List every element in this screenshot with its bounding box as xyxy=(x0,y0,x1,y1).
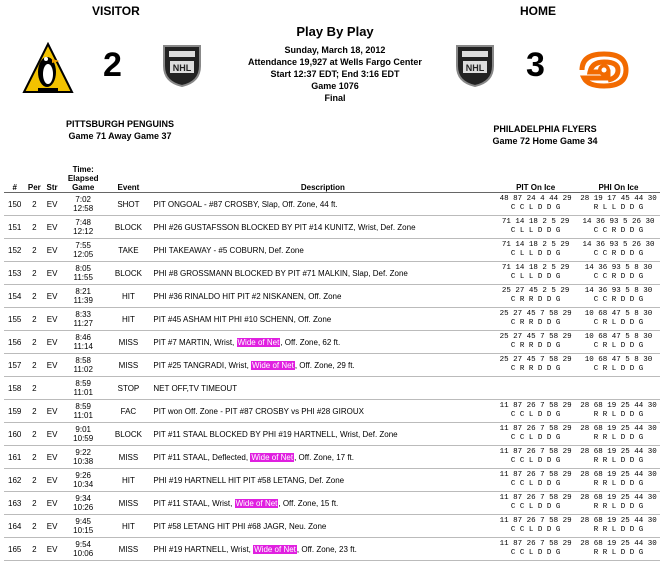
cell-num: 159 xyxy=(4,400,25,423)
cell-time xyxy=(61,515,106,538)
home-ice-positions: C C R D D G xyxy=(593,250,644,258)
cell-home-ice xyxy=(577,239,660,262)
cell-str: EV xyxy=(43,515,61,538)
visitor-score: 2 xyxy=(103,46,122,84)
table-row xyxy=(4,262,660,285)
home-ice-positions: R R L D D G xyxy=(593,411,644,419)
time-game: 10:26 xyxy=(73,503,94,512)
col-num: # xyxy=(4,158,25,193)
home-ice-numbers: 14 36 93 5 8 30 xyxy=(584,287,653,295)
home-ice-numbers: 28 68 19 25 44 30 xyxy=(580,494,657,502)
cell-str xyxy=(43,377,61,400)
cell-time xyxy=(61,377,106,400)
cell-event: BLOCK xyxy=(105,423,151,446)
home-ice-numbers: 14 36 93 5 26 30 xyxy=(582,241,655,249)
cell-per: 2 xyxy=(25,469,43,492)
home-score: 3 xyxy=(526,46,545,84)
visitor-label: VISITOR xyxy=(92,4,140,18)
table-row xyxy=(4,538,660,561)
cell-per: 2 xyxy=(25,331,43,354)
table-row xyxy=(4,331,660,354)
visitor-ice-positions: C R R D D G xyxy=(510,342,561,350)
time-elapsed: 9:26 xyxy=(75,471,91,480)
nhl-shield-icon xyxy=(160,42,204,88)
description-suffix: , Off. Zone, 62 ft. xyxy=(280,337,341,347)
home-ice-numbers: 28 19 17 45 44 30 xyxy=(580,195,657,203)
cell-description xyxy=(151,446,494,469)
description-text: PHI #19 HARTNELL HIT PIT #58 LETANG, Def. Zone xyxy=(153,475,345,485)
cell-time xyxy=(61,262,106,285)
home-ice-positions: R R L D D G xyxy=(593,549,644,557)
cell-str: EV xyxy=(43,193,61,216)
cell-per: 2 xyxy=(25,285,43,308)
cell-str: EV xyxy=(43,492,61,515)
cell-home-ice xyxy=(577,515,660,538)
game-info xyxy=(200,26,470,104)
home-ice-positions: C R L D D G xyxy=(593,319,644,327)
visitor-ice-positions: C C L D D G xyxy=(510,480,561,488)
visitor-ice-positions: C C L D D G xyxy=(510,411,561,419)
cell-event: STOP xyxy=(105,377,151,400)
cell-str: EV xyxy=(43,538,61,561)
penguins-logo-icon xyxy=(22,42,74,94)
cell-description xyxy=(151,308,494,331)
description-text: PIT #58 LETANG HIT PHI #68 JAGR, Neu. Zone xyxy=(153,521,327,531)
description-text: PHI #19 HARTNELL, Wrist, xyxy=(153,544,254,554)
time-game: 12:58 xyxy=(73,204,94,213)
cell-event: SHOT xyxy=(105,193,151,216)
cell-per: 2 xyxy=(25,423,43,446)
cell-home-ice xyxy=(577,331,660,354)
cell-num: 164 xyxy=(4,515,25,538)
cell-description xyxy=(151,515,494,538)
cell-visitor-ice xyxy=(494,239,577,262)
time-elapsed: 9:54 xyxy=(75,540,91,549)
home-ice-positions: R R L D D G xyxy=(593,434,644,442)
time-game: 12:12 xyxy=(73,227,94,236)
visitor-ice-positions: C R R D D G xyxy=(510,365,561,373)
cell-per: 2 xyxy=(25,308,43,331)
cell-visitor-ice xyxy=(494,216,577,239)
cell-description xyxy=(151,331,494,354)
time-game: 11:01 xyxy=(73,388,93,397)
visitor-ice-numbers: 11 87 26 7 58 29 xyxy=(499,448,572,456)
home-ice-numbers: 14 36 93 5 8 30 xyxy=(584,264,653,272)
game-times: Start 12:37 EDT; End 3:16 EDT xyxy=(270,69,400,79)
svg-text:NHL: NHL xyxy=(465,63,485,73)
visitor-ice-numbers: 11 87 26 7 58 29 xyxy=(499,402,572,410)
description-text: PIT #25 TANGRADI, Wrist, xyxy=(153,360,252,370)
cell-description xyxy=(151,423,494,446)
visitor-game-count: Game 71 Away Game 37 xyxy=(68,131,172,141)
cell-visitor-ice xyxy=(494,262,577,285)
wide-of-net-highlight: Wide of Net xyxy=(235,498,278,508)
cell-per: 2 xyxy=(25,515,43,538)
home-ice-positions: C C R D D G xyxy=(593,273,644,281)
table-row xyxy=(4,469,660,492)
cell-home-ice xyxy=(577,446,660,469)
cell-str: EV xyxy=(43,354,61,377)
visitor-ice-numbers: 25 27 45 7 58 29 xyxy=(499,333,572,341)
home-ice-numbers: 28 68 19 25 44 30 xyxy=(580,517,657,525)
visitor-ice-numbers: 25 27 45 7 58 29 xyxy=(499,356,572,364)
table-row xyxy=(4,515,660,538)
col-visitor-ice: PIT On Ice xyxy=(494,158,577,193)
cell-num: 153 xyxy=(4,262,25,285)
table-header-row xyxy=(4,158,660,193)
time-game: 12:05 xyxy=(73,250,94,259)
cell-description xyxy=(151,492,494,515)
wide-of-net-highlight: Wide of Net xyxy=(237,337,280,347)
cell-str: EV xyxy=(43,446,61,469)
time-elapsed: 9:34 xyxy=(75,494,91,503)
cell-num: 158 xyxy=(4,377,25,400)
description-text: PIT #45 ASHAM HIT PHI #10 SCHENN, Off. Zone xyxy=(153,314,332,324)
cell-time xyxy=(61,308,106,331)
cell-home-ice xyxy=(577,400,660,423)
cell-event: BLOCK xyxy=(105,216,151,239)
home-ice-positions: R R L D D G xyxy=(593,480,644,488)
cell-str: EV xyxy=(43,400,61,423)
home-team-info xyxy=(465,123,625,147)
time-game: 10:59 xyxy=(73,434,94,443)
home-ice-numbers: 10 68 47 5 8 30 xyxy=(584,356,653,364)
cell-per: 2 xyxy=(25,262,43,285)
cell-visitor-ice xyxy=(494,446,577,469)
time-game: 11:14 xyxy=(73,342,93,351)
cell-time xyxy=(61,216,106,239)
time-game: 10:38 xyxy=(73,457,94,466)
cell-home-ice xyxy=(577,354,660,377)
table-row xyxy=(4,239,660,262)
time-game: 11:39 xyxy=(73,296,93,305)
cell-per: 2 xyxy=(25,216,43,239)
nhl-shield-icon xyxy=(453,42,497,88)
cell-per: 2 xyxy=(25,446,43,469)
visitor-ice-positions: C C L D D G xyxy=(510,204,561,212)
cell-per: 2 xyxy=(25,492,43,515)
home-ice-numbers: 10 68 47 5 8 30 xyxy=(584,310,653,318)
home-ice-positions: R R L D D G xyxy=(593,526,644,534)
cell-event: MISS xyxy=(105,354,151,377)
flyers-logo-icon xyxy=(578,50,630,90)
cell-per: 2 xyxy=(25,400,43,423)
visitor-ice-numbers: 25 27 45 2 5 29 xyxy=(501,287,570,295)
cell-str: EV xyxy=(43,308,61,331)
cell-str: EV xyxy=(43,331,61,354)
cell-event: MISS xyxy=(105,331,151,354)
cell-visitor-ice xyxy=(494,515,577,538)
home-ice-numbers: 28 68 19 25 44 30 xyxy=(580,448,657,456)
game-header xyxy=(0,0,664,160)
home-ice-positions: C R L D D G xyxy=(593,342,644,350)
time-elapsed: 8:46 xyxy=(75,333,91,342)
cell-num: 160 xyxy=(4,423,25,446)
visitor-ice-positions: C C L D D G xyxy=(510,503,561,511)
col-per: Per xyxy=(25,158,43,193)
svg-text:NHL: NHL xyxy=(172,63,192,73)
col-home-ice: PHI On Ice xyxy=(577,158,660,193)
time-game: 11:01 xyxy=(73,411,93,420)
cell-time xyxy=(61,354,106,377)
time-elapsed: 7:48 xyxy=(75,218,91,227)
game-number: Game 1076 xyxy=(311,81,359,91)
cell-description xyxy=(151,216,494,239)
time-elapsed: 9:22 xyxy=(75,448,91,457)
cell-home-ice xyxy=(577,492,660,515)
home-ice-positions: C C R D D G xyxy=(593,227,644,235)
home-ice-numbers: 28 68 19 25 44 30 xyxy=(580,402,657,410)
cell-description xyxy=(151,354,494,377)
description-text: PIT #7 MARTIN, Wrist, xyxy=(153,337,237,347)
time-elapsed: 9:45 xyxy=(75,517,91,526)
cell-num: 151 xyxy=(4,216,25,239)
time-elapsed: 7:55 xyxy=(75,241,91,250)
cell-event: MISS xyxy=(105,446,151,469)
cell-description xyxy=(151,262,494,285)
cell-time xyxy=(61,492,106,515)
visitor-ice-positions: C C L D D G xyxy=(510,434,561,442)
cell-home-ice xyxy=(577,538,660,561)
cell-visitor-ice xyxy=(494,193,577,216)
time-elapsed: 8:21 xyxy=(75,287,91,296)
cell-description xyxy=(151,239,494,262)
cell-time xyxy=(61,239,106,262)
game-date: Sunday, March 18, 2012 xyxy=(284,45,386,55)
visitor-ice-positions: C C L D D G xyxy=(510,457,561,465)
cell-event: MISS xyxy=(105,538,151,561)
description-suffix: , Off. Zone, 29 ft. xyxy=(294,360,355,370)
wide-of-net-highlight: Wide of Net xyxy=(254,544,296,554)
table-row xyxy=(4,492,660,515)
home-ice-numbers: 28 68 19 25 44 30 xyxy=(580,425,657,433)
col-event: Event xyxy=(105,158,151,193)
cell-visitor-ice xyxy=(494,331,577,354)
cell-event: BLOCK xyxy=(105,262,151,285)
cell-event: FAC xyxy=(105,400,151,423)
description-suffix: , Off. Zone, 15 ft. xyxy=(278,498,339,508)
cell-str: EV xyxy=(43,216,61,239)
description-text: PIT ONGOAL - #87 CROSBY, Slap, Off. Zone, 44 ft. xyxy=(153,199,338,209)
table-row xyxy=(4,285,660,308)
table-row xyxy=(4,400,660,423)
cell-description xyxy=(151,400,494,423)
cell-event: HIT xyxy=(105,285,151,308)
time-elapsed: 8:58 xyxy=(75,356,91,365)
table-row xyxy=(4,193,660,216)
cell-home-ice xyxy=(577,216,660,239)
visitor-ice-numbers: 11 87 26 7 58 29 xyxy=(499,540,572,548)
cell-str: EV xyxy=(43,469,61,492)
cell-home-ice xyxy=(577,308,660,331)
time-game: 10:15 xyxy=(73,526,94,535)
table-row xyxy=(4,308,660,331)
home-ice-numbers: 28 68 19 25 44 30 xyxy=(580,471,657,479)
cell-visitor-ice xyxy=(494,469,577,492)
time-game: 10:34 xyxy=(73,480,94,489)
cell-str: EV xyxy=(43,262,61,285)
time-game: 11:55 xyxy=(73,273,93,282)
description-text: PHI #8 GROSSMANN BLOCKED BY PIT #71 MALKIN, Slap, Def. Zone xyxy=(153,268,408,278)
visitor-team-name: PITTSBURGH PENGUINS xyxy=(65,119,174,129)
visitor-ice-positions: C C L D D G xyxy=(510,526,561,534)
visitor-ice-numbers: 11 87 26 7 58 29 xyxy=(499,471,572,479)
visitor-ice-numbers: 11 87 26 7 58 29 xyxy=(499,425,572,433)
visitor-ice-numbers: 11 87 26 7 58 29 xyxy=(499,494,572,502)
time-game: 11:27 xyxy=(73,319,93,328)
home-label: HOME xyxy=(520,4,556,18)
home-ice-positions: R L L D D G xyxy=(593,204,644,212)
description-text: PHI #26 GUSTAFSSON BLOCKED BY PIT #14 KUNITZ, Wrist, Def. Zone xyxy=(153,222,416,232)
cell-event: HIT xyxy=(105,308,151,331)
visitor-team-info xyxy=(40,118,200,142)
cell-description xyxy=(151,193,494,216)
cell-num: 152 xyxy=(4,239,25,262)
cell-visitor-ice xyxy=(494,354,577,377)
table-row xyxy=(4,216,660,239)
cell-num: 155 xyxy=(4,308,25,331)
home-ice-numbers: 14 36 93 5 26 30 xyxy=(582,218,655,226)
description-suffix: , Off. Zone, 17 ft. xyxy=(294,452,354,462)
description-text: PIT #11 STAAL, Wrist, xyxy=(153,498,235,508)
cell-per: 2 xyxy=(25,538,43,561)
description-text: PHI TAKEAWAY - #5 COBURN, Def. Zone xyxy=(153,245,304,255)
time-elapsed: 9:01 xyxy=(75,425,91,434)
cell-time xyxy=(61,446,106,469)
col-description: Description xyxy=(151,158,494,193)
cell-per: 2 xyxy=(25,193,43,216)
wide-of-net-highlight: Wide of Net xyxy=(252,360,294,370)
cell-time xyxy=(61,193,106,216)
cell-num: 163 xyxy=(4,492,25,515)
cell-home-ice xyxy=(577,285,660,308)
cell-time xyxy=(61,400,106,423)
time-elapsed: 8:33 xyxy=(75,310,91,319)
home-ice-positions: R R L D D G xyxy=(593,503,644,511)
description-text: NET OFF,TV TIMEOUT xyxy=(153,383,238,393)
time-elapsed: 8:59 xyxy=(75,402,91,411)
cell-per: 2 xyxy=(25,354,43,377)
cell-home-ice xyxy=(577,423,660,446)
table-row xyxy=(4,377,660,400)
visitor-ice-numbers: 25 27 45 7 58 29 xyxy=(499,310,572,318)
visitor-ice-positions: C L L D D G xyxy=(510,227,561,235)
cell-time xyxy=(61,285,106,308)
table-row xyxy=(4,423,660,446)
cell-num: 156 xyxy=(4,331,25,354)
cell-home-ice xyxy=(577,377,660,400)
game-attendance: Attendance 19,927 at Wells Fargo Center xyxy=(248,57,422,67)
cell-num: 150 xyxy=(4,193,25,216)
cell-visitor-ice xyxy=(494,492,577,515)
cell-visitor-ice xyxy=(494,308,577,331)
cell-str: EV xyxy=(43,239,61,262)
cell-time xyxy=(61,331,106,354)
time-game: 10:06 xyxy=(73,549,94,558)
cell-description xyxy=(151,285,494,308)
home-ice-positions: R R L D D G xyxy=(593,457,644,465)
page-title: Play By Play xyxy=(296,24,374,39)
cell-home-ice xyxy=(577,469,660,492)
visitor-ice-positions: C R R D D G xyxy=(510,319,561,327)
cell-time xyxy=(61,423,106,446)
home-team-name: PHILADELPHIA FLYERS xyxy=(493,124,597,134)
cell-description xyxy=(151,538,494,561)
visitor-ice-positions: C C L D D G xyxy=(510,549,561,557)
time-game: 11:02 xyxy=(73,365,93,374)
cell-num: 161 xyxy=(4,446,25,469)
col-str: Str xyxy=(43,158,61,193)
visitor-ice-numbers: 71 14 18 2 5 29 xyxy=(501,241,570,249)
cell-visitor-ice xyxy=(494,538,577,561)
cell-description xyxy=(151,469,494,492)
cell-num: 157 xyxy=(4,354,25,377)
home-ice-positions: C R L D D G xyxy=(593,365,644,373)
visitor-ice-positions: C R R D D G xyxy=(510,296,561,304)
time-elapsed: 8:05 xyxy=(75,264,91,273)
cell-num: 154 xyxy=(4,285,25,308)
cell-visitor-ice xyxy=(494,377,577,400)
cell-home-ice xyxy=(577,262,660,285)
home-ice-positions: C C R D D G xyxy=(593,296,644,304)
play-by-play-table xyxy=(4,158,660,561)
cell-time xyxy=(61,469,106,492)
description-text: PIT #11 STAAL BLOCKED BY PHI #19 HARTNELL, Wrist, Def. Zone xyxy=(153,429,398,439)
cell-visitor-ice xyxy=(494,285,577,308)
home-ice-numbers: 28 68 19 25 44 30 xyxy=(580,540,657,548)
cell-num: 162 xyxy=(4,469,25,492)
cell-per: 2 xyxy=(25,239,43,262)
cell-home-ice xyxy=(577,193,660,216)
visitor-ice-numbers: 11 87 26 7 58 29 xyxy=(499,517,572,525)
cell-str: EV xyxy=(43,285,61,308)
description-text: PIT #11 STAAL, Deflected, xyxy=(153,452,251,462)
cell-event: HIT xyxy=(105,469,151,492)
cell-num: 165 xyxy=(4,538,25,561)
time-elapsed: 8:59 xyxy=(75,379,91,388)
description-suffix: , Off. Zone, 23 ft. xyxy=(296,544,357,554)
home-game-count: Game 72 Home Game 34 xyxy=(492,136,598,146)
visitor-ice-positions: C L L D D G xyxy=(510,273,561,281)
cell-event: MISS xyxy=(105,492,151,515)
time-elapsed: 7:02 xyxy=(75,195,91,204)
cell-time xyxy=(61,538,106,561)
cell-per: 2 xyxy=(25,377,43,400)
home-ice-numbers: 10 68 47 5 8 30 xyxy=(584,333,653,341)
cell-visitor-ice xyxy=(494,400,577,423)
cell-event: TAKE xyxy=(105,239,151,262)
col-time: Time: Elapsed Game xyxy=(61,158,106,193)
description-text: PHI #36 RINALDO HIT PIT #2 NISKANEN, Off. Zone xyxy=(153,291,342,301)
wide-of-net-highlight: Wide of Net xyxy=(251,452,294,462)
visitor-ice-numbers: 48 87 24 4 44 29 xyxy=(499,195,572,203)
visitor-ice-positions: C L L D D G xyxy=(510,250,561,258)
cell-str: EV xyxy=(43,423,61,446)
table-row xyxy=(4,354,660,377)
table-row xyxy=(4,446,660,469)
visitor-ice-numbers: 71 14 18 2 5 29 xyxy=(501,264,570,272)
visitor-ice-numbers: 71 14 18 2 5 29 xyxy=(501,218,570,226)
cell-event: HIT xyxy=(105,515,151,538)
description-text: PIT won Off. Zone - PIT #87 CROSBY vs PHI #28 GIROUX xyxy=(153,406,364,416)
cell-description xyxy=(151,377,494,400)
game-status: Final xyxy=(324,93,346,103)
cell-visitor-ice xyxy=(494,423,577,446)
